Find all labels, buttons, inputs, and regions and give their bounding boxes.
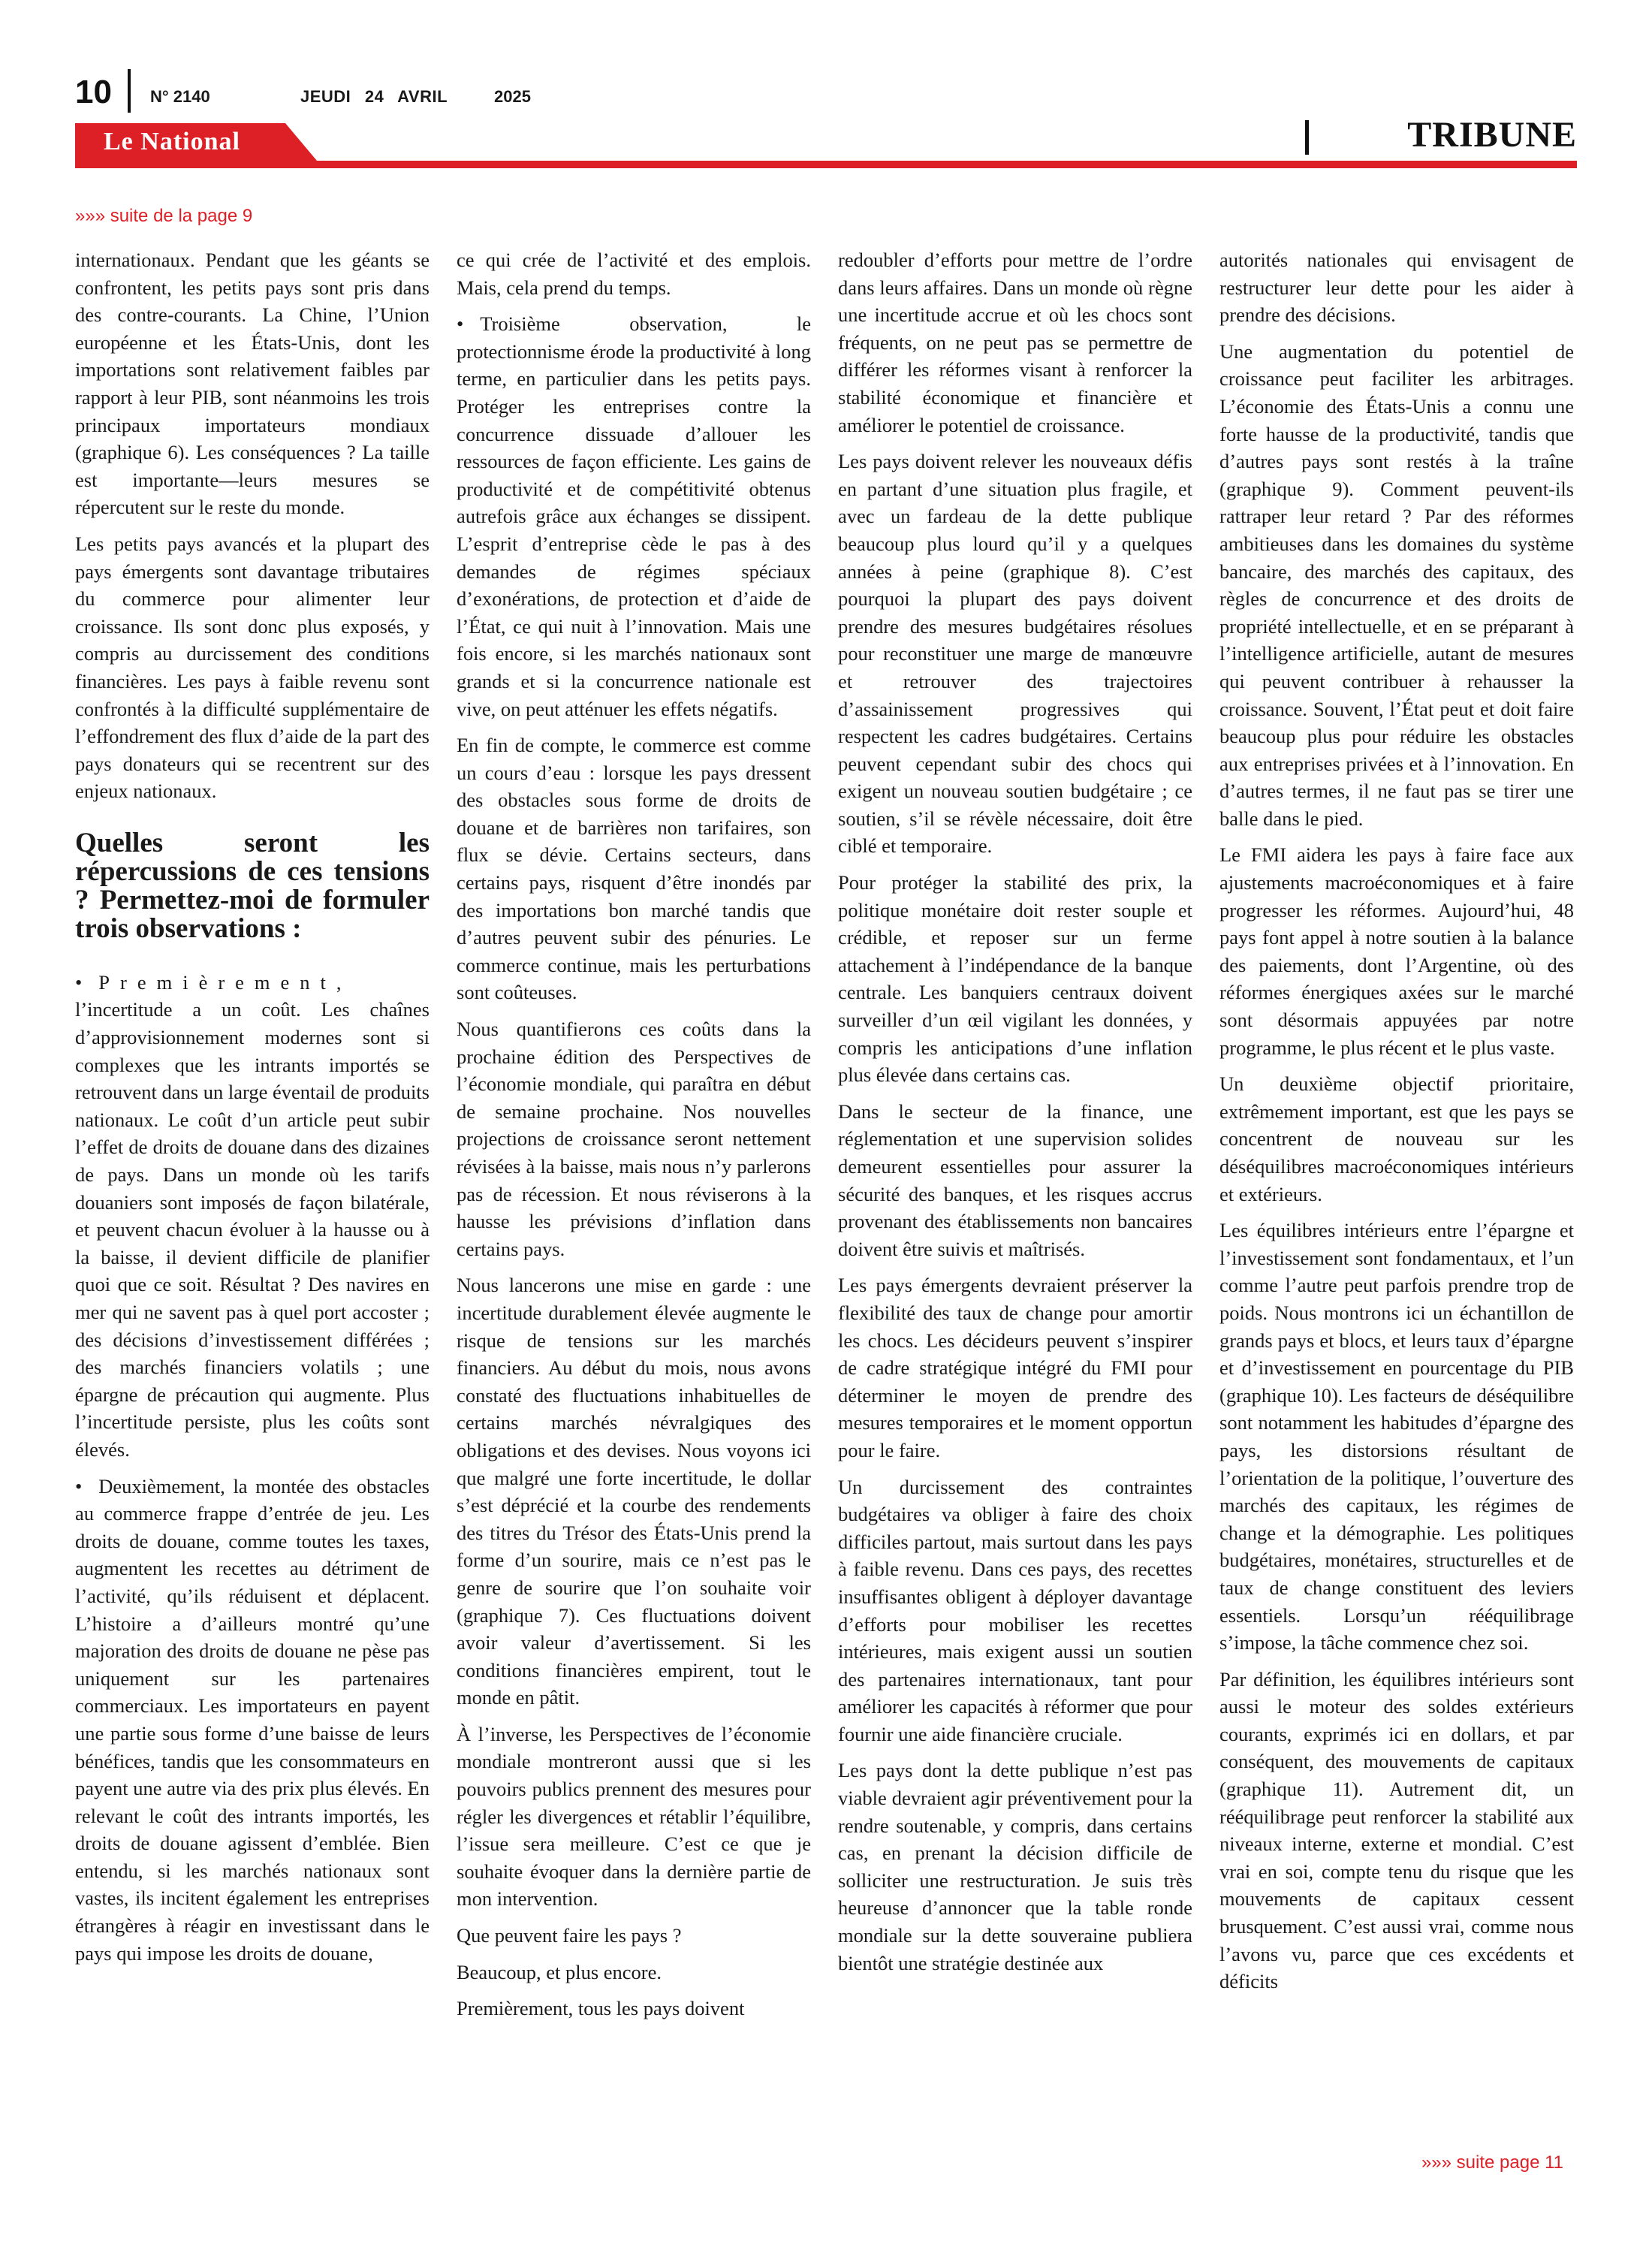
paragraph: Le FMI aidera les pays à faire face aux ajustements macroéconomiques et à faire progresser les réformes. Aujourd’hui, 48 pays font appel à notre soutien à la balance des paiements, dont l’Argentine, où des réformes énergiques axées sur le marché sont désormais appuyées par notre programme, le plus récent et le plus vaste. (1219, 843, 1574, 1059)
issue-year: 2025 (494, 87, 531, 106)
bullet-lead: Premièrement, (98, 970, 352, 994)
paragraph: Par définition, les équilibres intérieurs sont aussi le moteur des soldes extérieurs courants, exprimés ici en dollars, et par conséquent, des mouvements de capitaux (graphique 11). Autrement dit, un rééquilibrage peut renforcer la stabilité aux niveaux interne, externe et mondial. C’est vrai en soi, compte tenu du risque que les mouvements de capitaux cessent brusquement. C’est aussi vrai, comme nous l’avons vu, parce que ces excédents et déficits (1219, 1667, 1574, 1993)
paragraph: Que peuvent faire les pays ? (457, 1924, 682, 1947)
paragraph: Beaucoup, et plus encore. (457, 1960, 662, 1983)
paragraph: internationaux. Pendant que les géants se confrontent, les petits pays sont pris dans des contre-courants. La Chine, l’Union européenne et les États-Unis, dont les importations sont relativement faibles par rapport à leur PIB, sont néanmoins les trois principaux importateurs mondiaux (graphique 6). Les conséquences ? La taille est importante—leurs mesures se répercutent sur le reste du monde. (75, 249, 430, 519)
article-column-2 (457, 246, 811, 2154)
bullet-icon: • (75, 970, 83, 994)
paragraph: Pour protéger la stabilité des prix, la politique monétaire doit rester souple et crédible, et reposer sur un ferme attachement à l’indépendance de la banque centrale. Les banquiers centraux doivent surveiller d’un œil vigilant les données, y compris les anticipations d’une inflation plus élevée dans certains cas. (838, 871, 1192, 1087)
header-divider (128, 69, 131, 113)
paragraph: Les pays émergents devraient préserver la flexibilité des taux de change pour amortir les chocs. Les décideurs peuvent s’inspirer de cadre stratégique intégré du FMI pour déterminer le moyen de prendre des mesures temporaires et le moment opportun pour le faire. (838, 1274, 1192, 1461)
paragraph: À l’inverse, les Perspectives de l’économie mondiale montreront aussi que si les pouvoirs publics prennent des mesures pour régler les divergences et rétablir l’équilibre, l’issue sera meilleure. C’est ce que je souhaite évoquer dans la dernière partie de mon intervention. (457, 1722, 811, 1911)
continued-to: »»» suite page 11 (1421, 2152, 1563, 2173)
paragraph: autorités nationales qui envisagent de restructurer leur dette pour les aider à prendre des décisions. (1219, 249, 1574, 327)
bullet-icon: • (75, 1474, 83, 1497)
paragraph: Les pays dont la dette publique n’est pas viable devraient agir préventivement pour la rendre soutenable, y compris, dans certains cas, en prenant la décision difficile de solliciter une restructuration. Je suis très heureuse d’annoncer que la table ronde mondiale sur la dette souveraine publiera bientôt une stratégie destinée aux (838, 1759, 1192, 1974)
bullet-paragraph (75, 1473, 430, 1968)
bullet-text: Deuxièmement, la montée des obstacles au commerce frappe d’entrée de jeu. Les droits de douane, comme toutes les taxes, augmentent les recettes au détriment de l’activité, qu’ils réduisent et déplacent. L’histoire a d’ailleurs montré qu’une majoration des droits de douane ne pèse pas uniquement sur les partenaires commerciaux. Les importateurs en payent une partie sous forme d’une baisse de leurs bénéfices, tandis que les consommateurs en payent une autre via des prix plus élevés. En relevant le coût des intrants importés, les droits de douane agissent d’emblée. Bien entendu, si les marchés nationaux sont vastes, ils incitent également les entreprises étrangères à réagir en investissant dans le pays qui impose les droits de douane, (75, 1474, 430, 1965)
paragraph: Premièrement, tous les pays doivent (457, 1997, 745, 2020)
article-column-1 (75, 246, 430, 2154)
paragraph: Les petits pays avancés et la plupart des pays émergents sont davantage tributaires du commerce pour alimenter leur croissance. Ils sont donc plus exposés, y compris au durcissement des conditions financières. Les pays à faible revenu sont confrontés à la difficulté supplémentaire de l’effondrement des flux d’aide de la part des pays donateurs qui se recentrent sur des enjeux nationaux. (75, 532, 430, 803)
bullet-icon: • (457, 312, 464, 336)
issue-number: N° 2140 (150, 87, 210, 106)
paragraph: redoubler d’efforts pour mettre de l’ordre dans leurs affaires. Dans un monde où règne une incertitude accrue et où les chocs sont fréquents, on ne peut pas se permettre de différer les réformes visant à renforcer la stabilité économique et financière et améliorer le potentiel de croissance. (838, 249, 1192, 436)
article-column-3 (838, 246, 1192, 2154)
article-column-4 (1219, 246, 1574, 2154)
section-title: TRIBUNE (1407, 115, 1577, 155)
section-divider (1305, 120, 1309, 155)
subheading: Quelles seront les répercussions de ces tensions ? Permettez-moi de formuler trois observations : (75, 827, 430, 944)
paragraph: Les pays doivent relever les nouveaux défis en partant d’une situation plus fragile, et avec un fardeau de la dette publique beaucoup plus lourd qu’il y a quelques années à peine (graphique 8). C’est pourquoi la plupart des pays doivent prendre des mesures budgétaires résolues pour reconstituer une marge de manœuvre et retrouver des trajectoires d’assainissement progressives qui respectent les cadres budgétaires. Certains peuvent cependant subir des chocs qui exigent un nouveau soutien budgétaire ; ce soutien, s’il se révèle nécessaire, doit être ciblé et temporaire. (838, 450, 1192, 858)
bullet-text: l’incertitude a un coût. Les chaînes d’approvisionnement modernes sont si complexes que les intrants importés se retrouvent dans un large éventail de produits nationaux. Le coût d’un article peut subir l’effet de droits de douane dans des dizaines de pays. Dans un monde où les tarifs douaniers sont imposés de façon bilatérale, et peuvent chacun évoluer à la hausse ou à la baisse, il devient difficile de planifier quoi que ce soit. Résultat ? Des navires en mer qui ne savent pas à quel port accoster ; des décisions d’investissement différées ; des marchés financiers volatils ; une épargne de précaution qui augmente. Plus l’incertitude persiste, plus les coûts sont élevés. (75, 998, 430, 1461)
paragraph: Un deuxième objectif prioritaire, extrêmement important, est que les pays se concentrent de nouveau sur les déséquilibres macroéconomiques intérieurs et extérieurs. (1219, 1072, 1574, 1205)
page-header (75, 69, 1577, 114)
bullet-text: Troisième observation, le protectionnisme érode la productivité à long terme, en particulier dans les petits pays. Protéger les entreprises contre la concurrence dissuade d’allouer les ressources de façon efficiente. Les gains de productivité et de compétitivité obtenus autrefois grâce aux échanges se dissipent. L’esprit d’entreprise cède le pas à des demandes de régimes spéciaux d’exonérations, de protection et d’aide de l’État, ce qui nuit à l’innovation. Mais une fois encore, si les marchés nationaux sont grands et si la concurrence nationale est vive, on peut atténuer les effets négatifs. (457, 312, 811, 720)
paragraph: Nous lancerons une mise en garde : une incertitude durablement élevée augmente le risque de tensions sur les marchés financiers. Au début du mois, nous avons constaté des fluctuations inhabituelles de certains marchés névralgiques des obligations et des devises. Nous voyons ici que malgré une forte incertitude, le dollar s’est déprécié et la courbe des rendements des titres du Trésor des États-Unis prend la forme d’un sourire, mais ce n’est pas le genre de sourire que l’on souhaite voir (graphique 7). Ces fluctuations doivent avoir valeur d’avertissement. Si les conditions financières empirent, tout le monde en pâtit. (457, 1274, 811, 1709)
paragraph: Nous quantifierons ces coûts dans la prochaine édition des Perspectives de l’économie mondiale, qui paraîtra en début de semaine prochaine. Nos nouvelles projections de croissance seront nettement révisées à la baisse, mais nous n’y parlerons pas de récession. Et nous réviserons à la hausse les prévisions d’inflation dans certains pays. (457, 1018, 811, 1260)
continued-from: »»» suite de la page 9 (75, 206, 253, 226)
bullet-paragraph (457, 310, 811, 722)
paragraph: ce qui crée de l’activité et des emplois. Mais, cela prend du temps. (457, 249, 811, 299)
paragraph: Dans le secteur de la finance, une réglementation et une supervision solides demeurent essentielles pour assurer la sécurité des banques, et les risques accrus provenant des établissements non bancaires doivent être suivis et maîtrisés. (838, 1099, 1192, 1260)
brand-logo: Le National (104, 128, 240, 155)
issue-date: JEUDI 24 AVRIL (300, 87, 448, 106)
paragraph: En fin de compte, le commerce est comme un cours d’eau : lorsque les pays dressent des obstacles sous forme de droits de douane et de barrières non tarifaires, son flux se dévie. Certains secteurs, dans certains pays, risquent d’être inondés par des importations bon marché tandis que d’autres peuvent subir des pénuries. Le commerce continue, mais les perturbations sont coûteuses. (457, 734, 811, 1004)
header-rule (75, 161, 1577, 168)
bullet-paragraph (75, 969, 430, 1464)
paragraph: Une augmentation du potentiel de croissance peut faciliter les arbitrages. L’économie des États-Unis a connu une forte hausse de la productivité, tandis que d’autres pays sont restés à la traîne (graphique 9). Comment peuvent-ils rattraper leur retard ? Par des réformes ambitieuses dans les domaines du système bancaire, des marchés des capitaux, des règles de concurrence et des droits de propriété intellectuelle, et en se préparant à l’intelligence artificielle, autant de mesures qui peuvent contribuer à rehausser la croissance. Souvent, l’État peut et doit faire beaucoup plus pour réduire les obstacles aux entreprises privées et à l’innovation. En d’autres termes, il ne faut pas se tirer une balle dans le pied. (1219, 339, 1574, 830)
page-number: 10 (75, 74, 112, 110)
paragraph: Les équilibres intérieurs entre l’épargne et l’investissement sont fondamentaux, et l’un comme l’autre peut parfois prendre trop de poids. Nous montrons ici un échantillon de grands pays et blocs, et leurs taux d’épargne et d’investissement en pourcentage du PIB (graphique 10). Les facteurs de déséquilibre sont notamment les habitudes d’épargne des pays, les distorsions résultant de l’orientation de la politique, l’ouverture des marchés des capitaux, les régimes de change et la démographie. Les politiques budgétaires, monétaires, structurelles et de taux de change constituent des leviers essentiels. Lorsqu’un rééquilibrage s’impose, la tâche commence chez soi. (1219, 1219, 1574, 1654)
paragraph: Un durcissement des contraintes budgétaires va obliger à faire des choix difficiles partout, mais surtout dans les pays à faible revenu. Dans ces pays, des recettes insuffisantes obligent à déployer davantage d’efforts pour mobiliser les recettes intérieures, mais exigent aussi un soutien des partenaires internationaux, tant pour améliorer les capacités à réformer que pour fournir une aide financière cruciale. (838, 1475, 1192, 1745)
